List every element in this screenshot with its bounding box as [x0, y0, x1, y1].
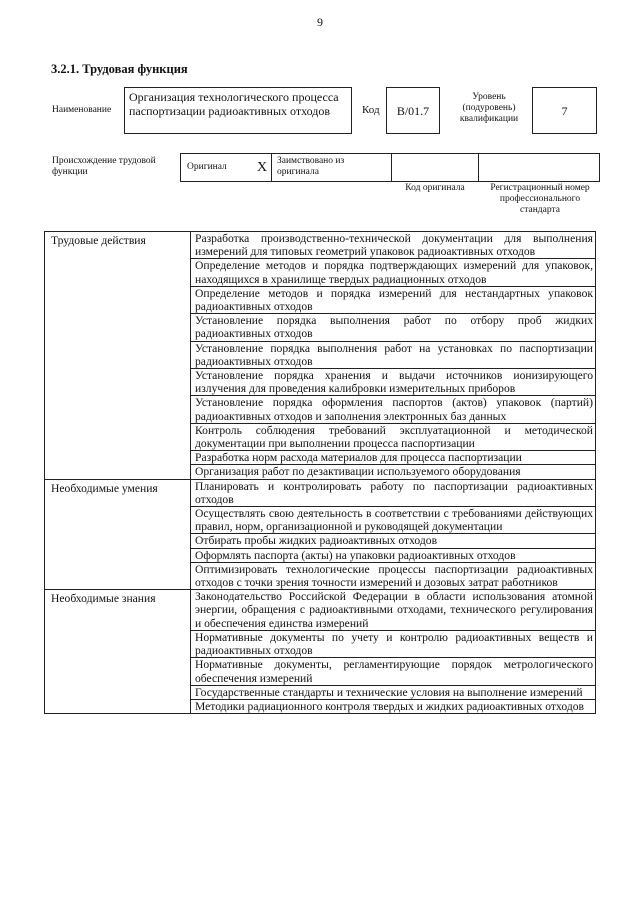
table-cell: Установление порядка выполнения работ по отбору проб жидких радиоактивных отходов [191, 314, 596, 341]
table-cell: Законодательство Российской Федерации в области использования атомной энергии, обращения с радиоактивными отходами, технического регулирования и обеспечения единства измерений [191, 590, 596, 631]
reg-number-caption: Регистрационный номер профессионального стандарта [490, 183, 590, 215]
borrowed-label: Заимствовано из оригинала [277, 156, 345, 177]
code-original-cell [391, 153, 479, 182]
table-row [45, 479, 596, 506]
table-row [45, 590, 596, 631]
table-cell: Осуществлять свою деятельность в соответствии с требованиями действующих правил, норм, организационной и руководящей документации [191, 507, 596, 534]
table-cell: Организация работ по дезактивации используемого оборудования [191, 465, 596, 479]
original-mark: X [257, 160, 268, 175]
table-cell: Установление порядка хранения и выдачи источников ионизирующего излучения для проведения калибровки измерительных приборов [191, 369, 596, 396]
function-table [44, 231, 596, 714]
category-required-knowledge: Необходимые знания [45, 590, 191, 714]
table-cell: Методики радиационного контроля твердых и жидких радиоактивных отходов [191, 699, 596, 713]
table-cell: Оформлять паспорта (акты) на упаковки радиоактивных отходов [191, 548, 596, 562]
table-cell: Оптимизировать технологические процессы паспортизации радиоактивных отходов с точки зрения точности измерений и дозовых затрат работников [191, 562, 596, 589]
original-label: Оригинал [187, 162, 227, 172]
table-cell: Определение методов и порядка измерений для нестандартных упаковок радиоактивных отходов [191, 286, 596, 313]
category-required-skills: Необходимые умения [45, 479, 191, 590]
name-label: Наименование [52, 105, 112, 115]
function-name: Организация технологического процесса паспортизации радиоактивных отходов [124, 87, 352, 134]
table-cell: Отбирать пробы жидких радиоактивных отходов [191, 534, 596, 548]
table-cell: Определение методов и порядка подтверждающих измерений для упаковок, находящихся в хранилище твердых радиационных отходов [191, 259, 596, 286]
table-cell: Контроль соблюдения требований эксплуатационной и методической документации при выполнении процесса паспортизации [191, 423, 596, 450]
table-row [45, 232, 596, 259]
table-cell: Установление порядка выполнения работ на установках по паспортизации радиоактивных отходов [191, 341, 596, 368]
level-value: 7 [532, 87, 597, 134]
table-cell: Разработка производственно-технической документации для выполнения измерений для типовых геометрий упаковок радиоактивных отходов [191, 232, 596, 259]
origin-label: Происхождение трудовой функции [52, 156, 156, 177]
table-cell: Планировать и контролировать работу по паспортизации радиоактивных отходов [191, 479, 596, 506]
code-original-caption: Код оригинала [405, 183, 465, 193]
table-cell: Государственные стандарты и технические условия на выполнение измерений [191, 685, 596, 699]
page-number: 9 [317, 15, 323, 29]
code-value: В/01.7 [386, 87, 440, 134]
table-cell: Разработка норм расхода материалов для процесса паспортизации [191, 451, 596, 465]
section-title: 3.2.1. Трудовая функция [51, 62, 188, 76]
table-cell: Установление порядка оформления паспортов (актов) упаковок (партий) радиоактивных отходов и заполнения электронных баз данных [191, 396, 596, 423]
table-cell: Нормативные документы по учету и контролю радиоактивных веществ и радиоактивных отходов [191, 630, 596, 657]
code-label: Код [362, 104, 380, 116]
category-labor-actions: Трудовые действия [45, 232, 191, 480]
table-cell: Нормативные документы, регламентирующие порядок метрологического обеспечения измерений [191, 658, 596, 685]
level-label: Уровень (подуровень) квалификации [459, 92, 519, 124]
